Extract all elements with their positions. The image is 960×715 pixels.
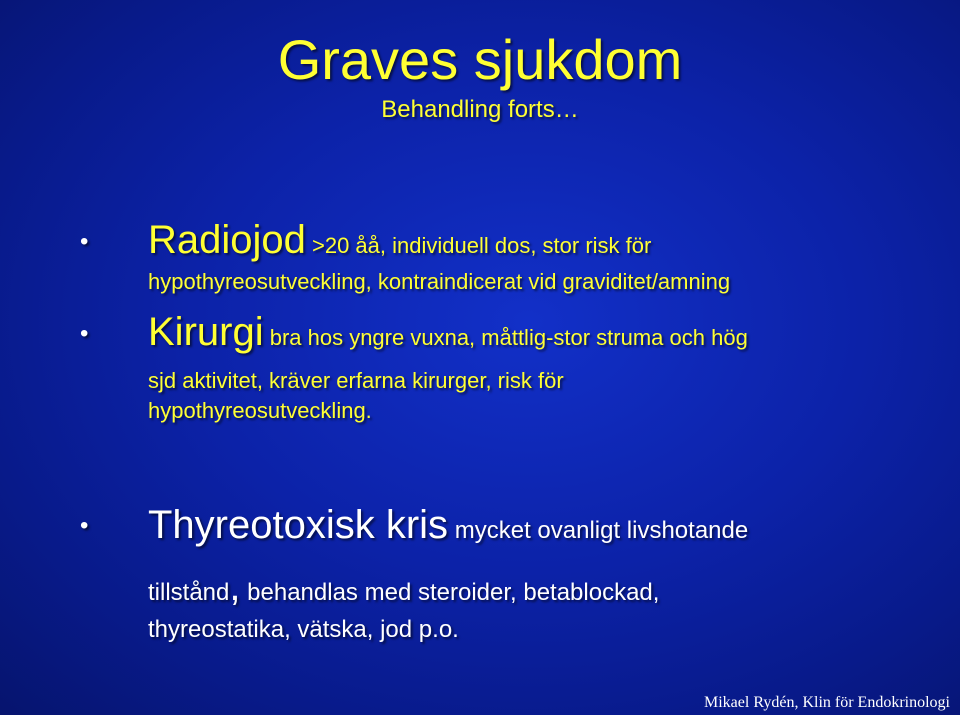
bullet-continuation-line: hypothyreosutveckling, kontraindicerat vid graviditet/amning (148, 269, 731, 294)
bullet-continuation-line: thyreostatika, vätska, jod p.o. (148, 616, 459, 643)
bullet-inline-text: mycket ovanligt livshotande (448, 517, 749, 544)
bullet-continuation-line: sjd aktivitet, kräver erfarna kirurger, risk för (148, 368, 564, 393)
slide-subtitle: Behandling forts… (381, 96, 579, 123)
bullet-continuation-prefix: tillstånd (148, 579, 230, 606)
bullet-inline-text: >20 åå, individuell dos, stor risk för (305, 233, 652, 258)
bullet-kirurgi (148, 310, 748, 427)
bullet-heading: Thyreotoxisk kris (148, 503, 449, 547)
bullet-inline-text: bra hos yngre vuxna, måttlig-stor struma och hög (263, 325, 748, 350)
bullet-continuation-rest: behandlas med steroider, betablockad, (240, 579, 660, 606)
bullet-marker: • (80, 228, 89, 255)
bullet-continuation-comma: , (229, 565, 241, 609)
bullet-heading: Kirurgi (148, 310, 264, 354)
bullet-thyreotoxisk-kris (148, 502, 748, 646)
bullet-heading: Radiojod (148, 218, 306, 262)
slide-title: Graves sjukdom (277, 28, 683, 91)
bullet-marker: • (80, 320, 89, 347)
footer-credit: Mikael Rydén, Klin för Endokrinologi (704, 694, 950, 711)
bullet-continuation-line: hypothyreosutveckling. (148, 398, 372, 423)
bullet-marker: • (80, 512, 89, 539)
bullet-radiojod (148, 218, 730, 297)
